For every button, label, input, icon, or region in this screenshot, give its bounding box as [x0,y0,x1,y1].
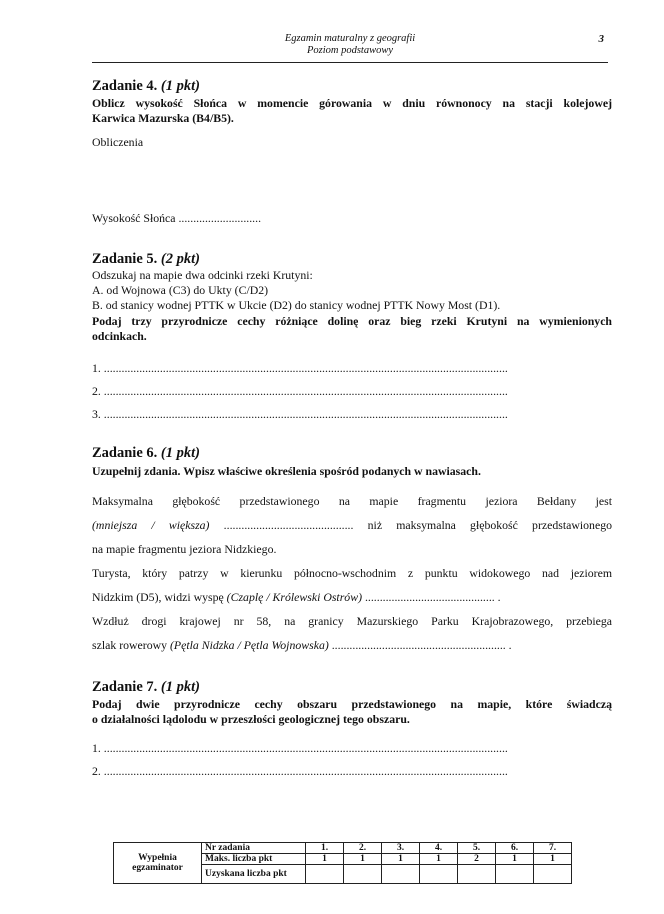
task6-sentence3-line2 [92,638,612,653]
max-points-cell: 1 [306,854,344,865]
task7-title [92,679,612,695]
task4-calc-label: Obliczenia [92,135,144,149]
task6-sentence3-pre: szlak rowerowy [92,638,170,652]
task6-blank-trail[interactable]: ........................................................... . [328,638,512,652]
obtained-points-cell[interactable] [306,865,344,884]
task5-answer-line[interactable]: 3. ......................................................................................................................................... [92,407,508,421]
grading-row-label: Uzyskana liczba pkt [202,865,306,884]
obtained-points-cell[interactable] [534,865,572,884]
obtained-points-cell[interactable] [382,865,420,884]
task6-blank-depth[interactable]: ............................................ [209,518,368,532]
max-points-cell: 1 [420,854,458,865]
obtained-points-cell[interactable] [458,865,496,884]
task-number-cell: 3. [382,843,420,854]
task6-sentence3-line1: Wzdłuż drogi krajowej nr 58, na granicy Mazurskiego Parku Krajobrazowego, przebiega [92,614,612,628]
page-header [92,33,608,63]
header-title [92,33,608,57]
header-exam-name: Egzamin maturalny z geografii [284,33,416,44]
task5-points: (2 pkt) [160,251,200,267]
grading-table [113,842,572,884]
task7-points: (1 pkt) [160,679,200,695]
task-number-cell: 1. [306,843,344,854]
task-number-cell: 4. [420,843,458,854]
task6-options-trail: (Pętla Nidzka / Pętla Wojnowska) [169,638,329,652]
task7-title-text: Zadanie 7. [92,679,158,695]
max-points-cell: 1 [534,854,572,865]
task6-title-text: Zadanie 6. [92,445,158,461]
task4-answer-field[interactable]: Wysokość Słońca ............................ [92,211,262,225]
max-points-cell: 1 [496,854,534,865]
task5-title-text: Zadanie 5. [92,251,158,267]
task4-instruction-line2: Karwica Mazurska (B4/B5). [92,111,234,125]
grading-fill-label-line1: Wypełnia [138,853,177,863]
task5-title [92,251,612,267]
task4-points: (1 pkt) [160,78,200,94]
task6-options-island: (Czaplę / Królewski Ostrów) [226,590,362,604]
task-number-cell: 6. [496,843,534,854]
obtained-points-cell[interactable] [420,865,458,884]
task-number-cell: 2. [344,843,382,854]
task6-sentence1-line2 [92,518,612,533]
task7-instruction-line1: Podaj dwie przyrodnicze cechy obszaru przedstawionego na mapie, które świadczą [92,697,612,711]
obtained-points-cell[interactable] [496,865,534,884]
obtained-points-cell[interactable] [344,865,382,884]
task7-answer-line[interactable]: 1. ......................................................................................................................................... [92,741,508,755]
grading-row-label: Maks. liczba pkt [202,854,306,865]
task5-instruction-line1: Podaj trzy przyrodnicze cechy różniące dolinę oraz bieg rzeki Krutyni na wymienionych [92,314,612,328]
task4-title-text: Zadanie 4. [92,78,158,94]
task6-sentence1-line3: na mapie fragmentu jeziora Nidzkiego. [92,542,277,556]
grading-row-task-numbers [114,843,572,854]
task5-answer-line[interactable]: 1. ......................................................................................................................................... [92,361,508,375]
task6-sentence1-line1: Maksymalna głębokość przedstawionego na mapie fragmentu jeziora Bełdany jest [92,494,612,508]
task5-instruction-line2: odcinkach. [92,329,147,343]
task7-instruction-line2: o działalności lądolodu w przeszłości geologicznej tego obszaru. [92,712,410,726]
task6-options-depth: (mniejsza / większa) [92,518,210,532]
task6-sentence2-line1: Turysta, który patrzy w kierunku północno-wschodnim z punktu widokowego nad jeziorem [92,566,612,580]
task4-instruction-line1: Oblicz wysokość Słońca w momencie górowania w dniu równonocy na stacji kolejowej [92,96,612,110]
task-number-cell: 5. [458,843,496,854]
task-number-cell: 7. [534,843,572,854]
task5-section-a: A. od Wojnowa (C3) do Ukty (C/D2) [92,283,269,297]
task6-instruction: Uzupełnij zdania. Wpisz właściwe określenia spośród podanych w nawiasach. [92,464,481,478]
task7-answer-line[interactable]: 2. ......................................................................................................................................... [92,764,508,778]
task6-sentence2-pre: Nidzkim (D5), widzi wyspę [92,590,227,604]
task6-blank-island[interactable]: ............................................ . [362,590,501,604]
page-number: 3 [598,33,604,45]
task6-title [92,445,612,461]
task5-intro: Odszukaj na mapie dwa odcinki rzeki Krutyni: [92,268,313,282]
task6-sentence1-rest: niż maksymalna głębokość przedstawionego [367,518,612,532]
max-points-cell: 2 [458,854,496,865]
task4-title [92,78,612,94]
task5-answer-line[interactable]: 2. ......................................................................................................................................... [92,384,508,398]
max-points-cell: 1 [344,854,382,865]
header-level: Poziom podstawowy [306,45,394,56]
grading-fill-label-line2: egzaminator [132,863,183,873]
max-points-cell: 1 [382,854,420,865]
grading-row-label: Nr zadania [202,843,306,854]
task6-points: (1 pkt) [160,445,200,461]
task5-section-b: B. od stanicy wodnej PTTK w Ukcie (D2) do stanicy wodnej PTTK Nowy Most (D1). [92,298,501,312]
grading-fill-label [114,843,202,884]
task6-sentence2-line2 [92,590,612,605]
